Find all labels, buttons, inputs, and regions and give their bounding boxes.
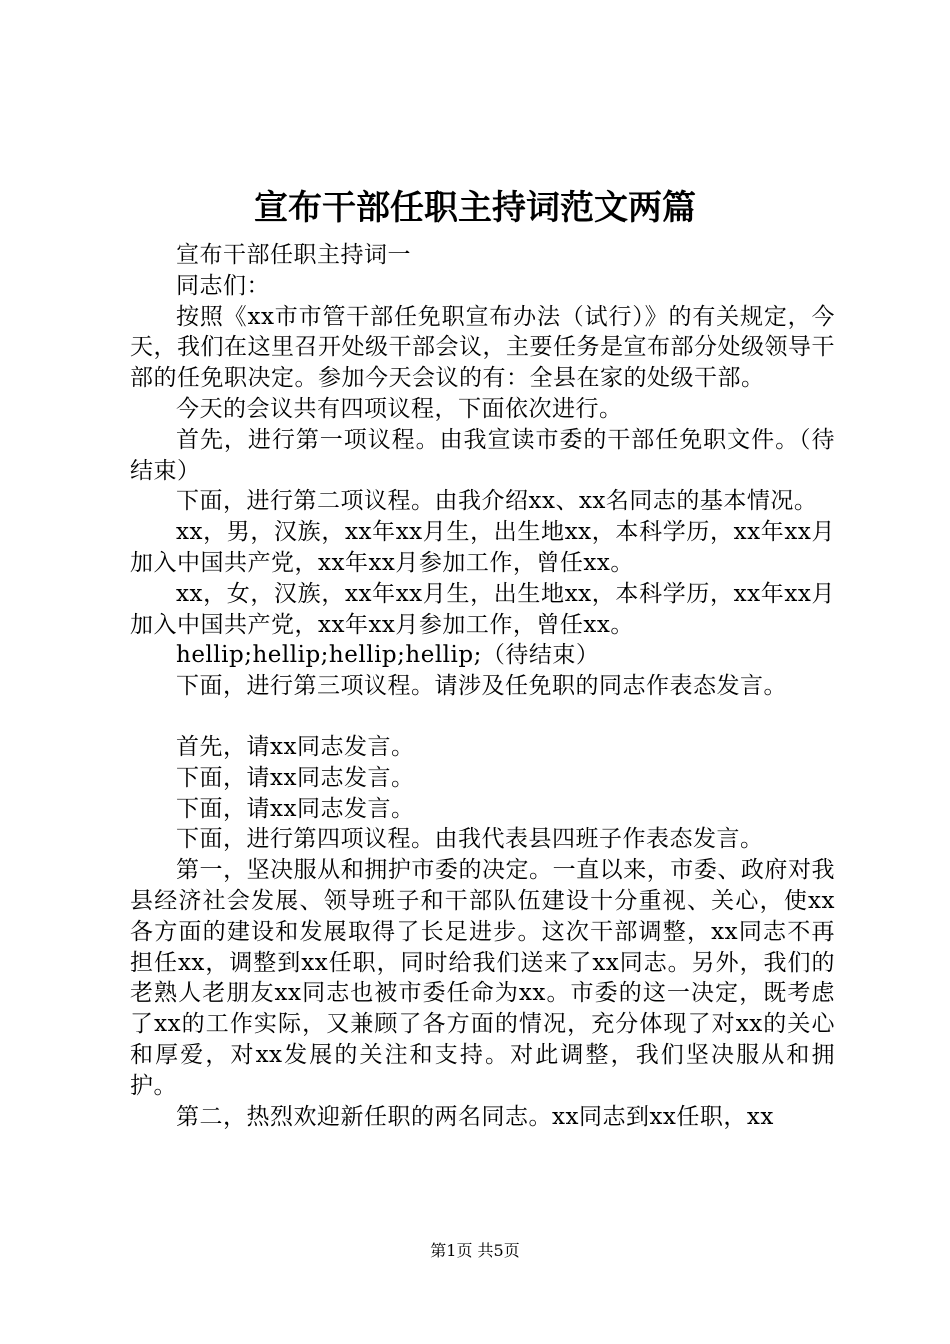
paragraph: 下面，进行第三项议程。请涉及任免职的同志作表态发言。 [176, 673, 787, 700]
paragraph: 首先，请xx同志发言。 [176, 733, 415, 760]
document-body [130, 240, 835, 1132]
paragraph: 下面，进行第四项议程。由我代表县四班子作表态发言。 [176, 826, 764, 853]
paragraph: 第一，坚决服从和拥护市委的决定。一直以来，市委、政府对我县经济社会发展、领导班子和干部队伍建设十分重视、关心，使xx各方面的建设和发展取得了长足进步。这次干部调整，xx同志不再担任xx，调整到xx任职，同时给我们送来了xx同志。另外，我们的老熟人老朋友xx同志也被市委任命为xx。市委的这一决定，既考虑了xx的工作实际，又兼顾了各方面的情况，充分体现了对xx的关心和厚爱，对xx发展的关注和支持。对此调整，我们坚决服从和拥护。 [130, 857, 835, 1099]
page-footer: 第1页 共5页 [430, 1241, 520, 1260]
document-title: 宣布干部任职主持词范文两篇 [254, 188, 696, 228]
paragraph: 首先，进行第一项议程。由我宣读市委的干部任免职文件。（待结束） [130, 426, 835, 484]
paragraph: 第二，热烈欢迎新任职的两名同志。xx同志到xx任职，xx [176, 1103, 774, 1130]
paragraph: 今天的会议共有四项议程，下面依次进行。 [176, 395, 623, 422]
paragraph: 下面，请xx同志发言。 [176, 795, 415, 822]
paragraph: 下面，进行第二项议程。由我介绍xx、xx名同志的基本情况。 [176, 488, 818, 515]
paragraph: 下面，请xx同志发言。 [176, 764, 415, 791]
paragraph: 宣布干部任职主持词一 [176, 242, 411, 268]
paragraph: hellip;hellip;hellip;hellip;（待结束） [176, 642, 600, 669]
paragraph: xx，女，汉族，xx年xx月生，出生地xx，本科学历，xx年xx月加入中国共产党，xx年xx月参加工作，曾任xx。 [130, 580, 835, 638]
paragraph: 按照《xx市市管干部任免职宣布办法（试行）》的有关规定，今天，我们在这里召开处级干部会议，主要任务是宣布部分处级领导干部的任免职决定。参加今天会议的有：全县在家的处级干部。 [130, 303, 835, 392]
paragraph: 同志们： [176, 272, 270, 299]
paragraph: xx，男，汉族，xx年xx月生，出生地xx，本科学历，xx年xx月加入中国共产党，xx年xx月参加工作，曾任xx。 [130, 519, 835, 576]
